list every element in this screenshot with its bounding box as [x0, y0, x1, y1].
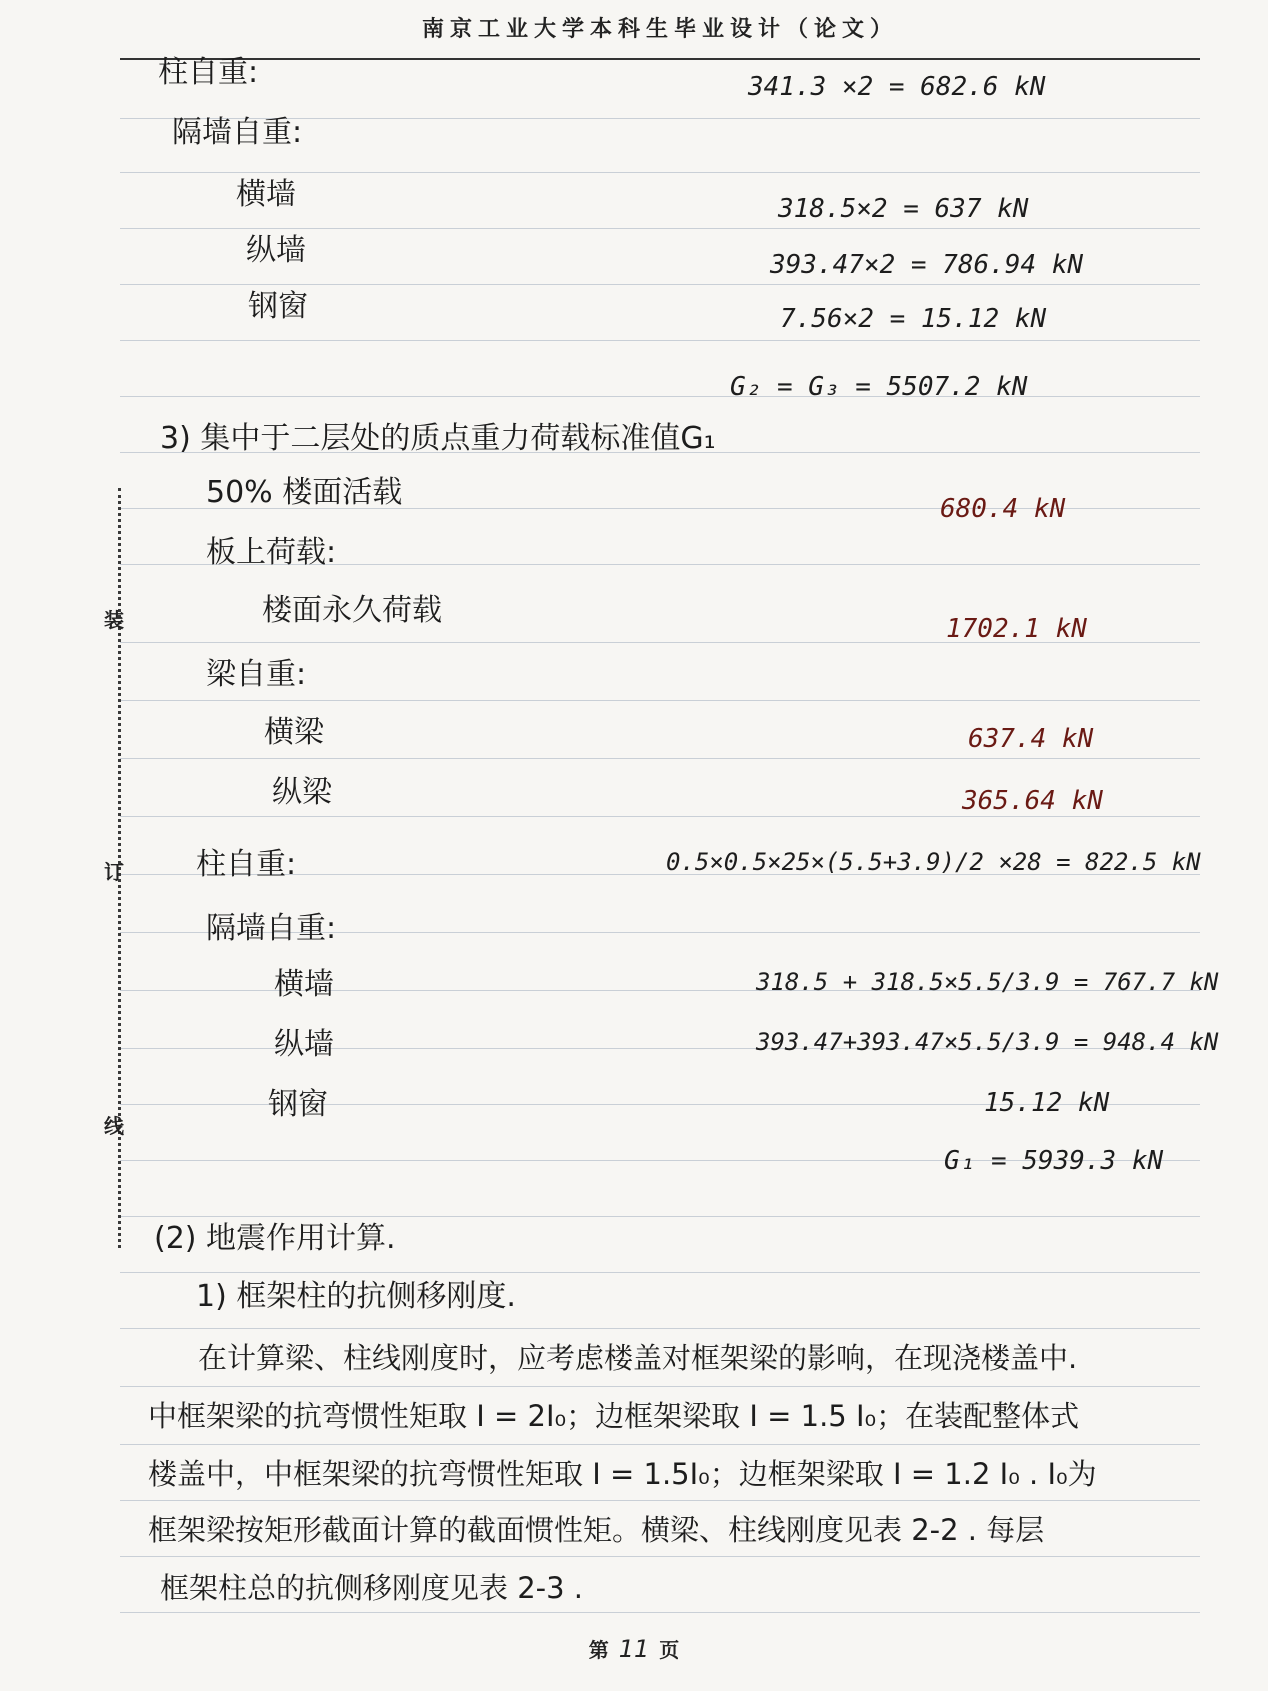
ruled-line — [120, 700, 1200, 701]
paragraph-line-2: 中框架梁的抗弯惯性矩取 I = 2I₀；边框架梁取 I = 1.5 I₀；在装配整体式 — [148, 1399, 1080, 1433]
page-suffix: 页 — [659, 1638, 680, 1662]
page-prefix: 第 — [588, 1638, 609, 1662]
section-2-heading: (2) 地震作用计算. — [154, 1221, 396, 1256]
ruled-line — [120, 1612, 1200, 1613]
longitudinal-beam-label: 纵梁 — [272, 775, 332, 810]
paragraph-line-4: 框架梁按矩形截面计算的截面惯性矩。横梁、柱线刚度见表 2-2 . 每层 — [148, 1513, 1045, 1547]
subsection-1-heading: 1) 框架柱的抗侧移刚度. — [196, 1279, 516, 1314]
column-self-weight-2-label: 柱自重: — [196, 847, 297, 882]
steel-window-label: 钢窗 — [248, 289, 308, 324]
steel-window-2-label: 钢窗 — [268, 1087, 328, 1122]
transverse-wall-value: 318.5×2 = 637 kN — [778, 194, 1029, 224]
ruled-line — [120, 1386, 1200, 1387]
page-number: 11 — [618, 1635, 650, 1663]
ruled-line — [120, 1500, 1200, 1501]
floor-live-load-value: 680.4 kN — [940, 494, 1066, 524]
ruled-line — [120, 1328, 1200, 1329]
column-self-weight-label: 柱自重: — [158, 55, 259, 90]
binding-mark: 装 — [104, 608, 124, 632]
section-3-heading: 3) 集中于二层处的质点重力荷载标准值G₁ — [160, 421, 716, 456]
transverse-wall-label: 横墙 — [236, 177, 296, 212]
paragraph-line-5: 框架柱总的抗侧移刚度见表 2-3 . — [160, 1571, 584, 1605]
longitudinal-wall-label: 纵墙 — [246, 233, 306, 268]
longitudinal-wall-value: 393.47×2 = 786.94 kN — [770, 250, 1084, 280]
steel-window-2-value: 15.12 kN — [984, 1088, 1110, 1118]
beam-self-weight-label: 梁自重: — [206, 657, 307, 692]
partition-self-weight-label: 隔墙自重: — [172, 115, 303, 150]
g1-result: G₁ = 5939.3 kN — [944, 1146, 1164, 1176]
paragraph-line-3: 楼盖中，中框架梁的抗弯惯性矩取 I = 1.5I₀；边框架梁取 I = 1.2 I₀ . I₀为 — [148, 1457, 1097, 1491]
transverse-beam-value: 637.4 kN — [968, 724, 1094, 754]
ruled-line — [120, 758, 1200, 759]
ruled-line — [120, 340, 1200, 341]
header-rule — [120, 58, 1200, 60]
transverse-beam-label: 横梁 — [264, 715, 324, 750]
ruled-line — [120, 1444, 1200, 1445]
column-self-weight-2-value: 0.5×0.5×25×(5.5+3.9)/2 ×28 = 822.5 kN — [666, 848, 1201, 876]
ruled-line — [120, 816, 1200, 817]
partition-self-weight-2-label: 隔墙自重: — [206, 911, 337, 946]
longitudinal-beam-value: 365.64 kN — [962, 786, 1103, 816]
ruled-line — [120, 284, 1200, 285]
floor-permanent-load-label: 楼面永久荷载 — [262, 593, 442, 628]
slab-load-label: 板上荷载: — [206, 535, 337, 570]
column-self-weight-value: 341.3 ×2 = 682.6 kN — [748, 72, 1046, 102]
ruled-line — [120, 396, 1200, 397]
g2-g3-result: G₂ = G₃ = 5507.2 kN — [730, 372, 1028, 402]
steel-window-value: 7.56×2 = 15.12 kN — [780, 304, 1047, 334]
ruled-line — [120, 1216, 1200, 1217]
paragraph-line-1: 在计算梁、柱线刚度时，应考虑楼盖对框架梁的影响，在现浇楼盖中. — [198, 1341, 1078, 1375]
ruled-line — [120, 228, 1200, 229]
floor-permanent-load-value: 1702.1 kN — [946, 614, 1087, 644]
binding-mark: 订 — [104, 860, 124, 884]
ruled-line — [120, 172, 1200, 173]
ruled-line — [120, 1272, 1200, 1273]
page-number-footer — [0, 1634, 1268, 1663]
page-header-title: 南京工业大学本科生毕业设计（论文） — [421, 16, 898, 42]
longitudinal-wall-2-value: 393.47+393.47×5.5/3.9 = 948.4 kN — [756, 1028, 1219, 1056]
longitudinal-wall-2-label: 纵墙 — [274, 1027, 334, 1062]
transverse-wall-2-value: 318.5 + 318.5×5.5/3.9 = 767.7 kN — [756, 968, 1219, 996]
transverse-wall-2-label: 横墙 — [274, 967, 334, 1002]
binding-mark: 线 — [104, 1114, 124, 1138]
floor-live-load-label: 50% 楼面活载 — [206, 475, 403, 510]
ruled-line — [120, 1556, 1200, 1557]
